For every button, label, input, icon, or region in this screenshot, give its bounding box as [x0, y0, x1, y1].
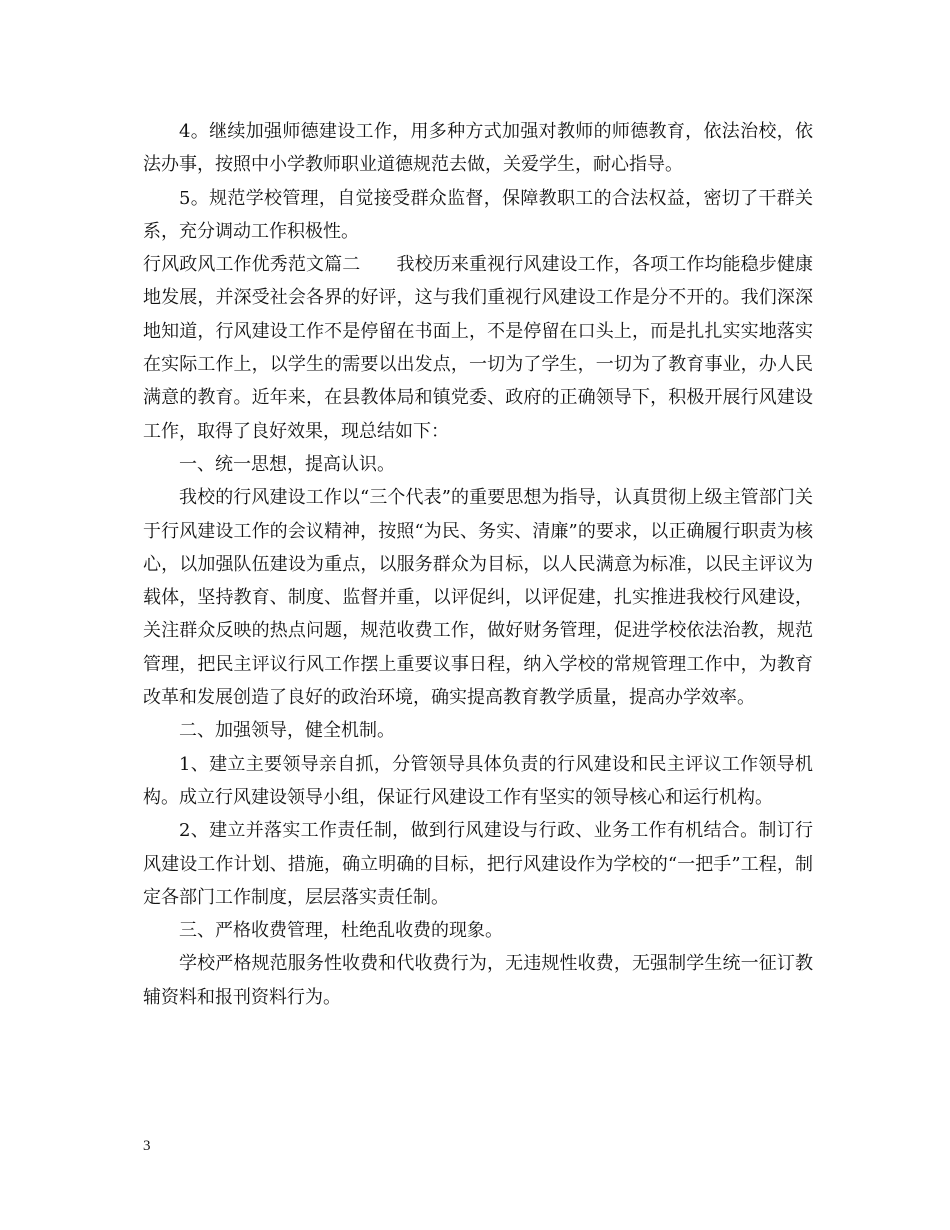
paragraph-fees: 学校严格规范服务性收费和代收费行为，无违规性收费，无强制学生统一征订教辅资料和报刊资料行为。 — [143, 953, 813, 1008]
paragraph-section-title: 行风政风工作优秀范文篇二 我校历来重视行风建设工作，各项工作均能稳步健康地发展，并深受社会各界的好评，这与我们重视行风建设工作是分不开的。我们深深地知道，行风建设工作不是停留在书面上，不是停留在口头上，而是扎扎实实地落实在实际工作上，以学生的需要以出发点，一切为了学生，一切为了教育事业，办人民满意的教育。近年来，在县教体局和镇党委、政府的正确领导下，积极开展行风建设工作，取得了良好效果，现总结如下： — [143, 254, 813, 442]
paragraph-leadership-1: 1、建立主要领导亲自抓，分管领导具体负责的行风建设和民主评议工作领导机构。成立行风建设领导小组，保证行风建设工作有坚实的领导核心和运行机构。 — [143, 753, 813, 808]
paragraph-leadership-2: 2、建立并落实工作责任制，做到行风建设与行政、业务工作有机结合。制订行风建设工作计划、措施，确立明确的目标，把行风建设作为学校的“一把手”工程，制定各部门工作制度，层层落实责任制。 — [143, 820, 813, 908]
heading-two: 二、加强领导，健全机制。 — [179, 720, 395, 742]
paragraph-item-5: 5。规范学校管理，自觉接受群众监督，保障教职工的合法权益，密切了干群关系，充分调动工作积极性。 — [143, 187, 813, 242]
document-body — [143, 115, 813, 1014]
heading-three: 三、严格收费管理，杜绝乱收费的现象。 — [179, 920, 503, 942]
paragraph-unify-thinking: 我校的行风建设工作以“三个代表”的重要思想为指导，认真贯彻上级主管部门关于行风建设工作的会议精神，按照“为民、务实、清廉”的要求，以正确履行职责为核心，以加强队伍建设为重点，以服务群众为目标，以人民满意为标准，以民主评议为载体，坚持教育、制度、监督并重，以评促纠，以评促建，扎实推进我校行风建设，关注群众反映的热点问题，规范收费工作，做好财务管理，促进学校依法治教，规范管理，把民主评议行风工作摆上重要议事日程，纳入学校的常规管理工作中，为教育改革和发展创造了良好的政治环境，确实提高教育教学质量，提高办学效率。 — [143, 487, 813, 709]
heading-one: 一、统一思想，提高认识。 — [179, 453, 395, 475]
paragraph-item-4: 4。继续加强师德建设工作，用多种方式加强对教师的师德教育，依法治校，依法办事，按照中小学教师职业道德规范去做，关爱学生，耐心指导。 — [143, 121, 813, 176]
page-number: 3 — [143, 1138, 151, 1154]
